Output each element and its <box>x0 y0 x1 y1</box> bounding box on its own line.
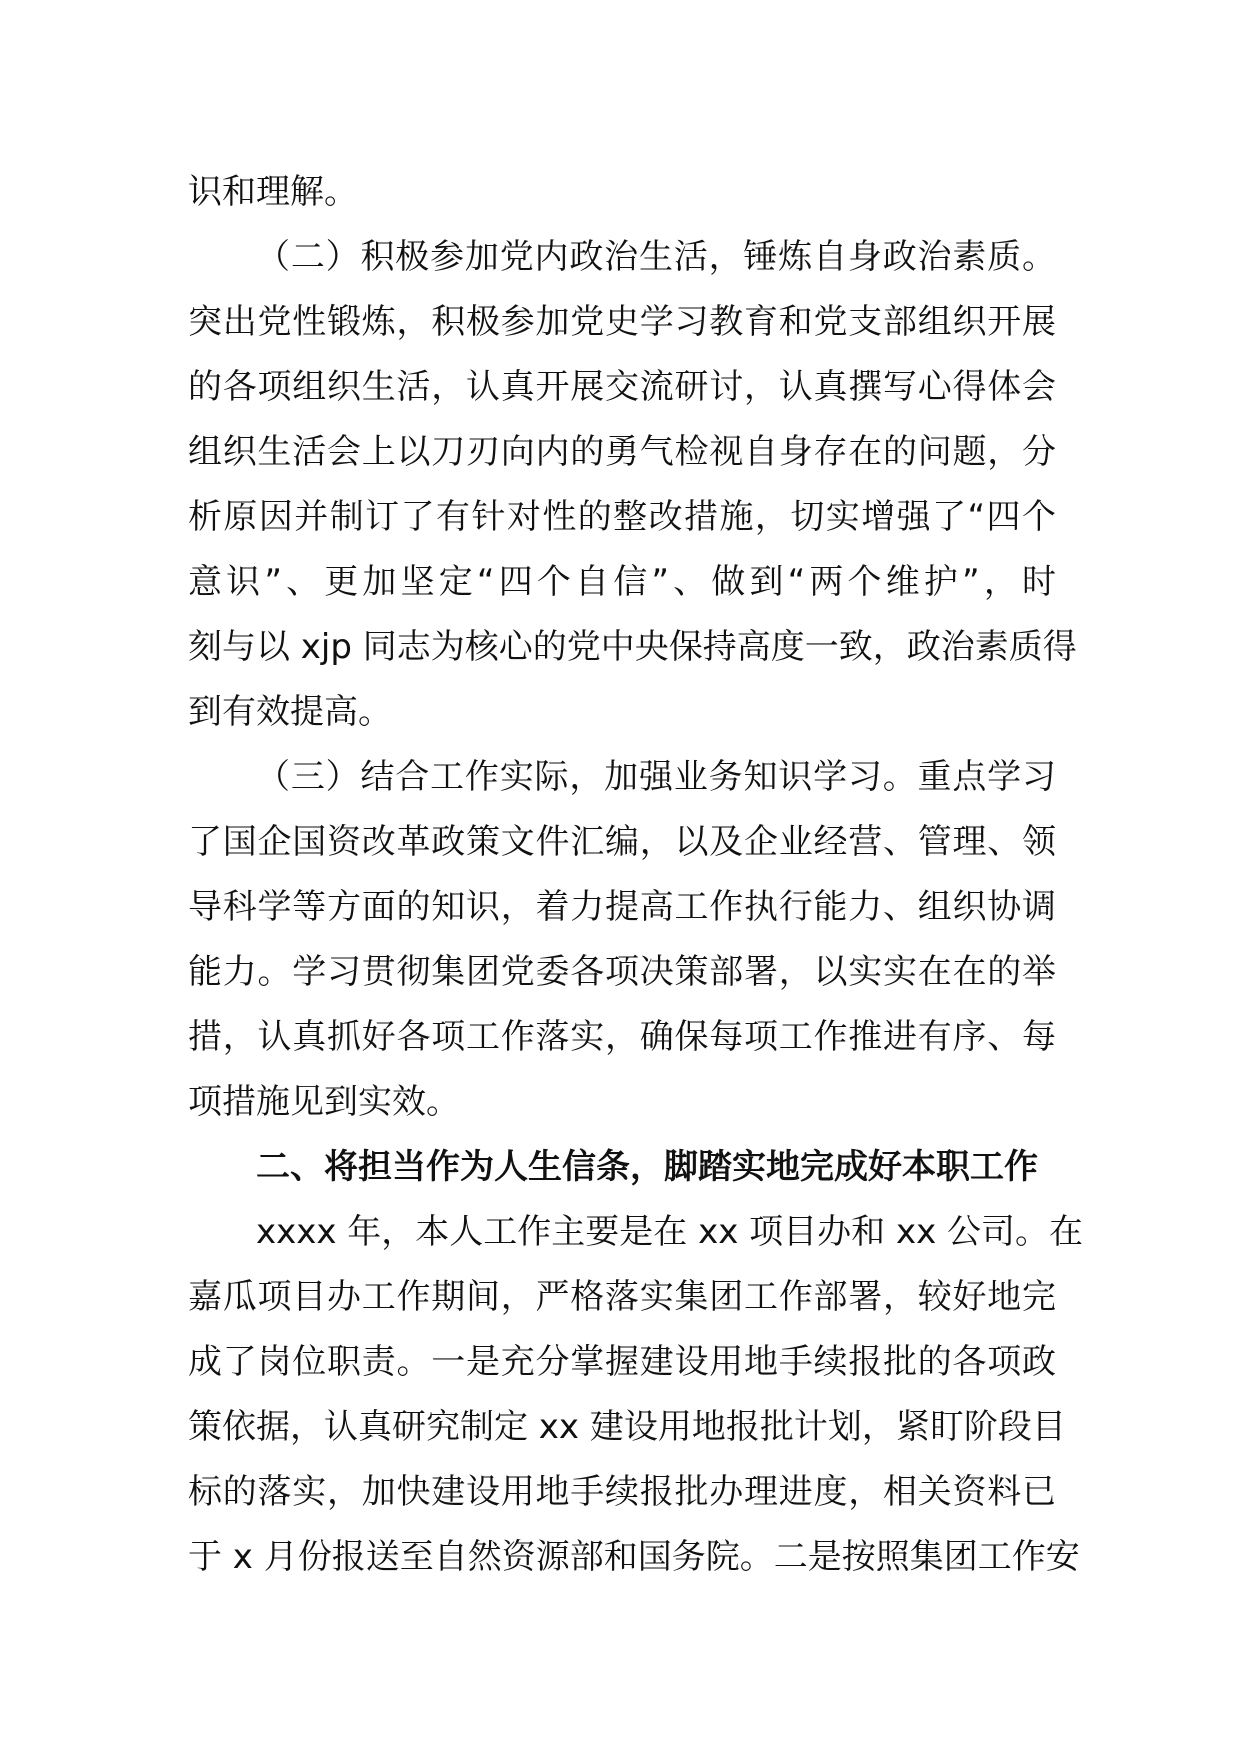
text-line: 的各项组织生活，认真开展交流研讨，认真撰写心得体会 <box>188 367 1056 407</box>
document-body <box>188 160 1084 1590</box>
text-line: 于 x 月份报送至自然资源部和国务院。二是按照集团工作安 <box>188 1537 1080 1577</box>
text-line: 导科学等方面的知识，着力提高工作执行能力、组织协调 <box>188 887 1056 927</box>
text-line: 到有效提高。 <box>188 692 392 732</box>
text-line: 析原因并制订了有针对性的整改措施，切实增强了“四个 <box>188 497 1056 537</box>
text-line: 识和理解。 <box>188 172 358 212</box>
text-line: 成了岗位职责。一是充分掌握建设用地手续报批的各项政 <box>188 1342 1056 1382</box>
text-line: 意识”、更加坚定“四个自信”、做到“两个维护”，时 <box>188 562 1056 602</box>
paragraph-first-line: xxxx 年，本人工作主要是在 xx 项目办和 xx 公司。在 <box>256 1212 1084 1252</box>
paragraph-first-line: （三）结合工作实际，加强业务知识学习。重点学习 <box>256 757 1056 797</box>
text-line: 组织生活会上以刀刃向内的勇气检视自身存在的问题，分 <box>188 432 1056 472</box>
text-line: 标的落实，加快建设用地手续报批办理进度，相关资料已 <box>188 1472 1056 1512</box>
text-line: 策依据，认真研究制定 xx 建设用地报批计划，紧盯阶段目 <box>188 1407 1066 1447</box>
section-heading: 二、将担当作为人生信条，脚踏实地完成好本职工作 <box>256 1147 1038 1187</box>
text-line: 刻与以 xjp 同志为核心的党中央保持高度一致，政治素质得 <box>188 627 1077 667</box>
text-line: 突出党性锻炼，积极参加党史学习教育和党支部组织开展 <box>188 302 1056 342</box>
text-line: 嘉瓜项目办工作期间，严格落实集团工作部署，较好地完 <box>188 1277 1056 1317</box>
text-line: 项措施见到实效。 <box>188 1082 460 1122</box>
text-line: 了国企国资改革政策文件汇编，以及企业经营、管理、领 <box>188 822 1056 862</box>
paragraph-first-line: （二）积极参加党内政治生活，锤炼自身政治素质。 <box>256 237 1056 277</box>
text-line: 措，认真抓好各项工作落实，确保每项工作推进有序、每 <box>188 1017 1056 1057</box>
text-line: 能力。学习贯彻集团党委各项决策部署，以实实在在的举 <box>188 952 1056 992</box>
